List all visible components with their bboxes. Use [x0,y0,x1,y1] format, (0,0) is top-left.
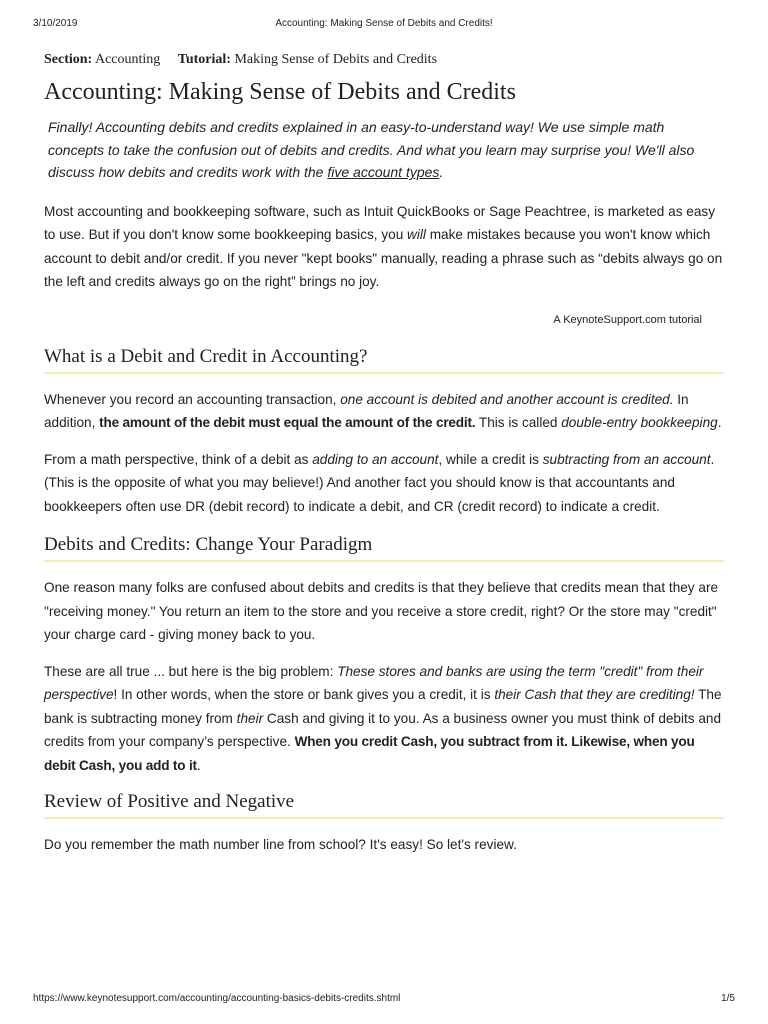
section-heading-positive-negative: Review of Positive and Negative [44,791,724,819]
paragraph-emphasis: subtracting from an account [542,451,711,467]
paragraph-text: In addition, [44,391,689,430]
attribution: A KeynoteSupport.com tutorial [553,313,702,326]
paragraph-text: From a math perspective, think of a debit as [44,451,313,467]
paragraph-emphasis: their [236,710,264,726]
paragraph-strong: the amount of the debit must equal the amount of the credit. [99,415,476,430]
paragraph-emphasis: double-entry bookkeeping [561,415,718,430]
breadcrumb-tutorial-value: Making Sense of Debits and Credits [234,52,438,67]
paragraph-text: make mistakes because you won't know which account to debit and/or credit. If you never "kept books" manually, reading a phrase such as “debits always go on the left and credits always go on the right” brings no joy. [44,227,723,289]
print-date: 3/10/2019 [33,18,78,29]
breadcrumb-tutorial-label: Tutorial: [177,52,231,67]
intro-paragraph [48,116,724,184]
section-heading-debit-credit: What is a Debit and Credit in Accounting? [44,346,724,374]
paragraph-text: Most accounting and bookkeeping software, such as Intuit QuickBooks or Sage Peachtree, is marketed as easy to use. But if you don't know some bookkeeping basics, you [44,203,715,242]
paragraph-text: . [717,415,722,430]
intro-text: Finally! Accounting debits and credits explained in an easy-to-understand way! We use simple math concepts to take the confusion out of debits and credits. And what you learn may surprise you! We'll also discuss how debits and credits work with the [48,119,695,180]
paragraph-text: ! In other words, when the store or bank gives you a credit, it is [113,687,495,702]
section-1-paragraph-1 [44,388,724,435]
paragraph-text: These are all true ... but here is the big problem: [44,663,338,679]
section-3-paragraph-1: Do you remember the math number line from school? It's easy! So let's review. [44,837,517,852]
breadcrumb [44,52,724,68]
paragraph-text: This is called [475,415,562,430]
section-1-paragraph-2 [44,448,724,519]
paragraph-emphasis: adding to an account [312,451,439,467]
section-2-paragraph-1: One reason many folks are confused about debits and credits is that they believe that credits mean that they are "receiving money." You return an item to the store and you receive a store credit, right? Or the store may "credit" your charge card - giving money back to you. [44,580,719,642]
print-document-title: Accounting: Making Sense of Debits and Credits! [275,18,493,29]
paragraph-emphasis: will [407,227,426,242]
print-url: https://www.keynotesupport.com/accounting/accounting-basics-debits-credits.shtml [33,993,401,1004]
paragraph-emphasis: These stores and banks are using the term "credit" from their perspective [44,663,704,702]
paragraph-text: Cash and giving it to you. As a business owner you must think of debits and credits from your company’s perspective. [44,710,722,749]
article [44,52,724,857]
section-2-paragraph-2 [44,660,724,778]
paragraph-text: The bank is subtracting money from [44,687,722,726]
page-title: Accounting: Making Sense of Debits and Credits [44,79,516,105]
page-number: 1/5 [721,993,735,1004]
paragraph-text: . (This is the opposite of what you may believe!) And another fact you should know is that accountants and bookkeepers often use DR (debit record) to indicate a debit, and CR (credit record) to indicate a credit. [44,451,715,514]
paragraph-emphasis: their Cash that they are crediting! [494,687,695,702]
paragraph-text: , while a credit is [438,451,543,467]
intro-text-end: . [439,164,444,180]
five-account-types-link[interactable]: five account types [327,164,440,180]
breadcrumb-section-link[interactable]: Accounting [94,52,161,67]
print-footer [0,993,768,1007]
paragraph-strong: When you credit Cash, you subtract from it. Likewise, when you debit Cash, you add to it [44,734,695,773]
paragraph-text: . [196,757,201,773]
paragraph-emphasis: one account is debited and another account is credited. [340,391,674,407]
section-heading-paradigm: Debits and Credits: Change Your Paradigm [44,534,724,562]
print-header [0,18,768,32]
breadcrumb-section-label: Section: [44,52,93,67]
opening-paragraph [44,200,724,294]
paragraph-text: Whenever you record an accounting transaction, [44,391,341,407]
